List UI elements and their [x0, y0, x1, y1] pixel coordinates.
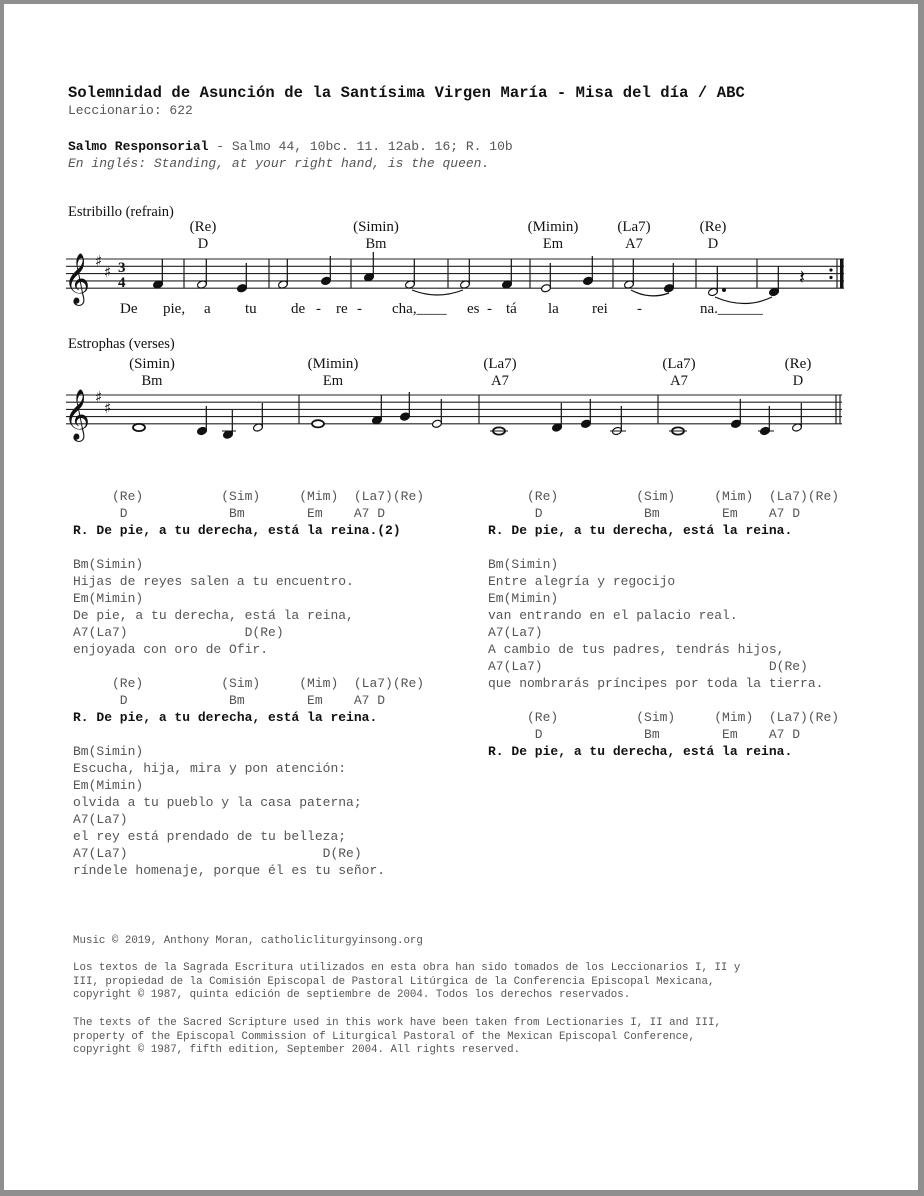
response-line: R. De pie, a tu derecha, está la reina.(2) [73, 523, 401, 538]
chord-spanish-label: (Mimin) [307, 356, 359, 372]
time-signature-bottom: 4 [118, 275, 126, 291]
verse-line: Hijas de reyes salen a tu encuentro. [73, 574, 354, 589]
verse-line: Bm(Simin) [73, 557, 144, 572]
sharp-icon: ♯ [104, 263, 112, 281]
verse-line: D Bm Em A7 D [488, 506, 801, 521]
refrain-staff [66, 259, 844, 288]
lyric-syllable: - [637, 301, 642, 317]
chord-english-label: A7 [625, 236, 643, 252]
chord-spanish-label: (Simin) [129, 356, 175, 372]
refrain-label: Estribillo (refrain) [68, 204, 174, 220]
lyric-syllable: de [291, 301, 306, 317]
verse-line: Bm(Simin) [488, 557, 559, 572]
lyric-syllable: De [120, 301, 138, 317]
copyright-line: property of the Episcopal Commission of Liturgical Pastoral of the Mexican Episcopal Conference, [73, 1030, 696, 1043]
verse-line: D Bm Em A7 D [73, 693, 386, 708]
chord-spanish-label: (Simin) [353, 219, 399, 235]
psalm-citation: - Salmo 44, 10bc. 11. 12ab. 16; R. 10b [208, 139, 513, 154]
verse-line: D Bm Em A7 D [73, 506, 386, 521]
verse-line: van entrando en el palacio real. [488, 608, 738, 623]
verse-line: (Re) (Sim) (Mim) (La7)(Re) [488, 489, 840, 504]
verse-staff [66, 395, 842, 424]
psalm-label: Salmo Responsorial [68, 139, 209, 154]
english-copyright [73, 1017, 721, 1058]
sheet-music-page [4, 4, 918, 1190]
verse-line: Entre alegría y regocijo [488, 574, 676, 589]
page-title: Solemnidad de Asunción de la Santísima Virgen María - Misa del día / ABC [68, 84, 745, 102]
response-line: R. De pie, a tu derecha, está la reina. [488, 523, 793, 538]
verse-notes [133, 392, 802, 439]
sharp-icon: ♯ [95, 388, 103, 406]
verse-line: (Re) (Sim) (Mim) (La7)(Re) [488, 710, 840, 725]
copyright-line: III, propiedad de la Comisión Episcopal de Pastoral Litúrgica de la Conferencia Episcopal Mexicana, [73, 975, 715, 988]
sharp-icon: ♯ [95, 252, 103, 270]
copyright-line: copyright © 1987, quinta edición de septiembre de 2004. Todos los derechos reservados. [73, 989, 631, 1001]
verse-line: (Re) (Sim) (Mim) (La7)(Re) [73, 489, 425, 504]
lyric-syllable: es [467, 301, 480, 317]
left-verse-column [73, 488, 424, 879]
lyric-syllable: na.______ [700, 301, 763, 317]
response-line: R. De pie, a tu derecha, está la reina. [73, 710, 378, 725]
lyric-syllable: re [336, 301, 348, 317]
verse-line: A7(La7) D(Re) [73, 846, 362, 861]
chord-english-label: D [707, 236, 719, 252]
verse-line: (Re) (Sim) (Mim) (La7)(Re) [73, 676, 425, 691]
verse-line [73, 539, 424, 556]
verse-line: Em(Mimin) [73, 778, 144, 793]
sharp-icon: ♯ [104, 399, 112, 417]
verse-line: A7(La7) D(Re) [488, 659, 808, 674]
verse-line [73, 726, 424, 743]
chord-english-label: Em [542, 236, 564, 252]
chord-english-label: Bm [365, 236, 387, 252]
verses-label: Estrophas (verses) [68, 336, 175, 352]
quarter-rest-icon: 𝄽 [799, 265, 806, 289]
treble-clef-icon: 𝄞 [64, 253, 91, 304]
verse-line: Bm(Simin) [73, 744, 144, 759]
chord-english-label: Bm [141, 373, 163, 389]
verse-line [488, 692, 839, 709]
verse-line: A7(La7) [488, 625, 543, 640]
copyright-line: Los textos de la Sagrada Escritura utilizados en esta obra han sido tomados de los Leccionarios I, II y [73, 962, 741, 974]
leccionario-number: Leccionario: 622 [68, 103, 193, 118]
lyric-syllable: a [204, 301, 211, 317]
lyric-syllable: - [316, 301, 321, 317]
lyric-syllable: rei [592, 301, 608, 317]
verse-line: A7(La7) [73, 812, 128, 827]
copyright-line: copyright © 1987, fifth edition, September 2004. All rights reserved. [73, 1044, 521, 1056]
verse-line: ríndele homenaje, porque él es tu señor. [73, 863, 386, 878]
lyric-syllable: pie, [163, 301, 186, 317]
verse-line: Em(Mimin) [488, 591, 559, 606]
copyright-line: The texts of the Sacred Scripture used in this work have been taken from Lectionaries I, II and III, [73, 1017, 721, 1029]
chord-english-label: Em [322, 373, 344, 389]
verse-line: De pie, a tu derecha, está la reina, [73, 608, 354, 623]
chord-english-label: A7 [491, 373, 509, 389]
lyric-syllable: cha,____ [392, 301, 447, 317]
music-staves [4, 4, 918, 464]
response-line: R. De pie, a tu derecha, está la reina. [488, 744, 793, 759]
music-credit: Music © 2019, Anthony Moran, catholicliturgyinsong.org [73, 935, 423, 947]
english-translation: En inglés: Standing, at your right hand, is the queen. [68, 156, 490, 171]
lyric-syllable: la [548, 301, 559, 317]
spanish-copyright [73, 962, 740, 1003]
verse-line: que nombrarás príncipes por toda la tierra. [488, 676, 824, 691]
chord-english-label: A7 [670, 373, 688, 389]
verse-line: Em(Mimin) [73, 591, 144, 606]
verse-line [488, 539, 839, 556]
verse-line: Escucha, hija, mira y pon atención: [73, 761, 347, 776]
lyric-syllable: - [487, 301, 492, 317]
treble-clef-icon: 𝄞 [64, 389, 91, 440]
verse-line: D Bm Em A7 D [488, 727, 801, 742]
verse-line: A cambio de tus padres, tendrás hijos, [488, 642, 785, 657]
verse-line: el rey está prendado de tu belleza; [73, 829, 347, 844]
chord-spanish-label: (Re) [699, 219, 727, 235]
chord-spanish-label: (La7) [483, 356, 517, 372]
chord-spanish-label: (Re) [784, 356, 812, 372]
ties [412, 290, 772, 304]
time-signature-top: 3 [118, 260, 126, 276]
verse-line [73, 658, 424, 675]
chord-english-label: D [792, 373, 804, 389]
chord-spanish-label: (La7) [617, 219, 651, 235]
lyric-syllable: - [357, 301, 362, 317]
lyric-syllable: tu [245, 301, 257, 317]
verse-line: enjoyada con oro de Ofir. [73, 642, 269, 657]
chord-spanish-label: (La7) [662, 356, 696, 372]
chord-english-label: D [197, 236, 209, 252]
right-verse-column [488, 488, 839, 760]
verse-line: olvida a tu pueblo y la casa paterna; [73, 795, 362, 810]
lyric-syllable: tá [506, 301, 517, 317]
chord-spanish-label: (Re) [189, 219, 217, 235]
chord-spanish-label: (Mimin) [527, 219, 579, 235]
verse-line: A7(La7) D(Re) [73, 625, 284, 640]
